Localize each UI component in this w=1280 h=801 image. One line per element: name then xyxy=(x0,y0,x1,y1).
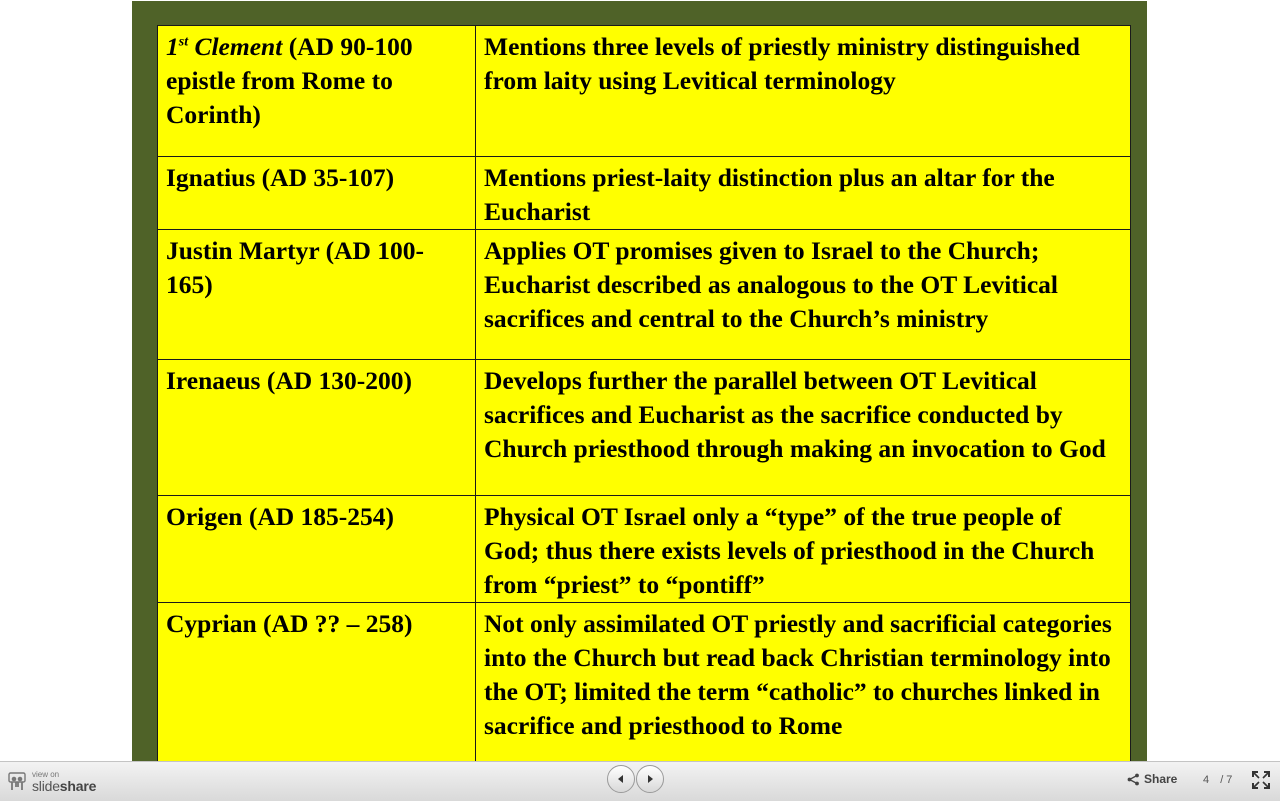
share-icon xyxy=(1127,773,1140,786)
share-button[interactable] xyxy=(1127,772,1177,786)
table-row xyxy=(158,230,1131,360)
previous-slide-button[interactable] xyxy=(607,765,635,793)
chevron-left-icon xyxy=(616,774,626,784)
brand-wordmark: slideshare xyxy=(32,778,97,794)
chevron-right-icon xyxy=(645,774,655,784)
share-label: Share xyxy=(1144,772,1178,786)
brand-view-on: view on xyxy=(32,770,60,779)
father-name-cell: Origen (AD 185-254) xyxy=(158,496,476,603)
father-name-cell: Cyprian (AD ?? – 258) xyxy=(158,603,476,762)
page-indicator xyxy=(1203,774,1232,786)
father-name-cell: Justin Martyr (AD 100-165) xyxy=(158,230,476,360)
table-row xyxy=(158,360,1131,496)
fullscreen-button[interactable] xyxy=(1252,771,1270,794)
description-cell: Mentions three levels of priestly ministry distinguished from laity using Levitical terminology xyxy=(476,26,1131,157)
description-cell: Applies OT promises given to Israel to the Church; Eucharist described as analogous to the OT Levitical sacrifices and central to the Church’s ministry xyxy=(476,230,1131,360)
slideshare-logo-icon xyxy=(8,772,26,792)
father-name-cell: 1st Clement (AD 90-100 epistle from Rome to Corinth) xyxy=(158,26,476,157)
current-page: 4 xyxy=(1203,774,1210,786)
father-name-cell: Irenaeus (AD 130-200) xyxy=(158,360,476,496)
description-cell: Not only assimilated OT priestly and sacrificial categories into the Church but read back Christian terminology into the OT; limited the term “catholic” to churches linked in sacrifice and priesthood to Rome xyxy=(476,603,1131,762)
description-cell: Develops further the parallel between OT Levitical sacrifices and Eucharist as the sacrifice conducted by Church priesthood through making an invocation to God xyxy=(476,360,1131,496)
table-row xyxy=(158,496,1131,603)
player-toolbar xyxy=(0,761,1280,801)
view-on-slideshare-link[interactable] xyxy=(8,767,96,797)
table-row xyxy=(158,26,1131,157)
description-cell: Mentions priest-laity distinction plus an altar for the Eucharist xyxy=(476,157,1131,230)
next-slide-button[interactable] xyxy=(636,765,664,793)
total-pages: / 7 xyxy=(1220,774,1233,786)
fathers-table xyxy=(157,25,1131,761)
father-name-cell: Ignatius (AD 35-107) xyxy=(158,157,476,230)
description-cell: Physical OT Israel only a “type” of the true people of God; thus there exists levels of priesthood in the Church from “priest” to “pontiff” xyxy=(476,496,1131,603)
table-row xyxy=(158,157,1131,230)
fullscreen-icon xyxy=(1252,771,1270,789)
slide-viewport xyxy=(132,1,1147,761)
table-row xyxy=(158,603,1131,762)
clement-italic: 1st Clement xyxy=(166,32,283,61)
